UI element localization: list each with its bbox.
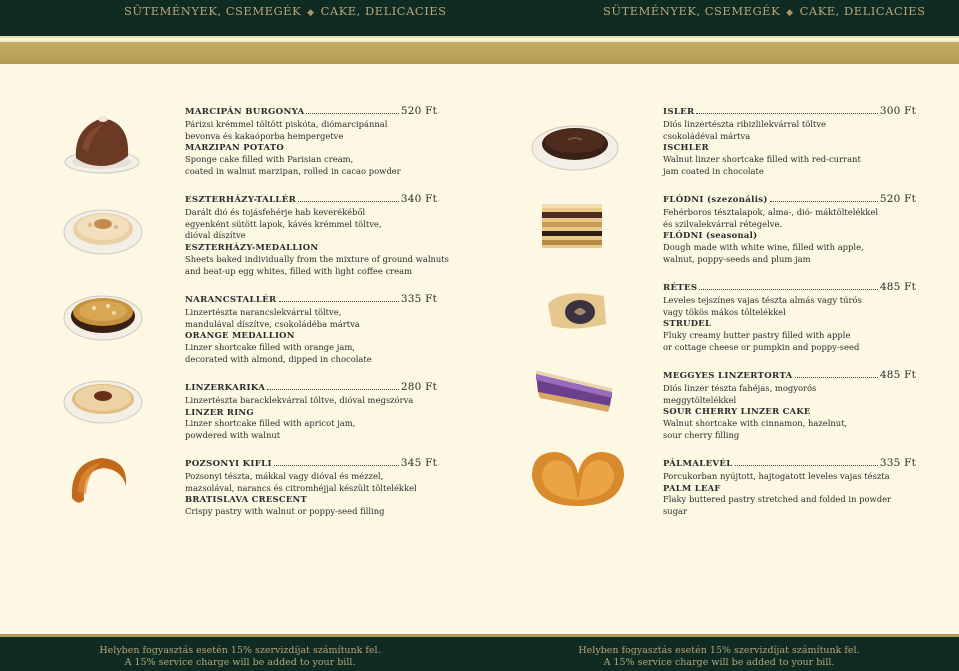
item-description-hu: Darált dió és tojásfehérje hab keverékéből [185, 206, 366, 217]
item-description-hu: Porcukorban nyújtott, hajtogatott leveles vajas tészta [663, 470, 890, 481]
bratislava-crescent-icon [66, 452, 132, 508]
item-description-hu: Párizsi krémmel töltött piskóta, diómarcipánnal [185, 118, 388, 129]
menu-item-retes [663, 282, 916, 354]
item-description-en: and beat-up egg whites, filled with light coffee cream [185, 265, 413, 276]
item-description-hu: Pozsonyi tészta, mákkal vagy dióval és mézzel, [185, 470, 384, 481]
item-name: ISLER [663, 107, 695, 117]
item-name-en: ISCHLER [663, 142, 709, 153]
dot-leader [699, 289, 878, 290]
menu-item-palmalevel [663, 458, 916, 518]
top-header-bar [0, 0, 959, 38]
ischler-icon [530, 114, 620, 172]
eszterhazy-medallion-icon [62, 200, 144, 256]
item-description-en: Walnut linzer shortcake filled with red-currant [663, 154, 861, 165]
item-name-en: PALM LEAF [663, 482, 721, 493]
item-price: 300 Ft [879, 105, 916, 117]
dot-leader [274, 465, 399, 466]
item-name-en: BRATISLAVA CRESCENT [185, 494, 308, 505]
item-name: ESZTERHÁZY-TALLÉR [185, 195, 297, 205]
header-left-en: CAKE, DELICACIES [320, 4, 447, 18]
dot-leader [306, 113, 398, 114]
item-description-en: jam coated in chocolate [663, 165, 764, 176]
sour-cherry-linzer-icon [532, 362, 616, 418]
menu-item-pozsonyi-kifli [185, 458, 437, 518]
item-description-hu: Fehérboros tésztalapok, alma-, dió- máktöltelékkel [663, 206, 879, 217]
item-description-hu: meggytöltelékkel [663, 394, 737, 405]
item-name-en: MARZIPAN POTATO [185, 142, 284, 153]
item-description-hu: Linzertészta baracklekvárral töltve, dióval megszórva [185, 394, 414, 405]
header-right-en: CAKE, DELICACIES [799, 4, 926, 18]
item-name-en: LINZER RING [185, 406, 254, 417]
item-name-en: ESZTERHÁZY-MEDALLION [185, 242, 319, 253]
item-description-hu: mandulával díszítve, csokoládéba mártva [185, 318, 360, 329]
item-description-en: Flaky buttered pastry stretched and folded in powder [663, 494, 892, 505]
item-description-en: sugar [663, 506, 688, 517]
footer-right [569, 645, 869, 669]
item-description-hu: mazsolával, narancs és citromhéjjal készült töltelékkel [185, 482, 417, 493]
item-description-en: decorated with almond, dipped in chocolate [185, 353, 372, 364]
footer-left-en: A 15% service charge will be added to your bill. [124, 657, 356, 668]
diamond-icon: ◆ [786, 8, 794, 18]
menu-item-flodni [663, 194, 916, 266]
linzer-ring-icon [62, 374, 144, 426]
item-description-hu: bevonva és kakaóporba hempergetve [185, 130, 344, 141]
item-name: RÉTES [663, 283, 698, 293]
item-name-en: SOUR CHERRY LINZER CAKE [663, 406, 811, 417]
dot-leader [279, 301, 399, 302]
item-description-en: Walnut shortcake with cinnamon, hazelnut, [663, 418, 848, 429]
item-price: 335 Ft [400, 293, 437, 305]
item-description-en: Sheets baked individually from the mixture of ground walnuts [185, 253, 449, 264]
header-right [603, 4, 926, 18]
footer-left-hu: Helyben fogyasztás esetén 15% szervizdíjat számítunk fel. [99, 645, 381, 656]
gold-band [0, 42, 959, 64]
menu-item-eszterhazy-taller [185, 193, 449, 278]
footer-right-hu: Helyben fogyasztás esetén 15% szervizdíjat számítunk fel. [578, 645, 860, 656]
menu-item-meggyes-linzertorta [663, 370, 916, 442]
item-description-hu: és szilvalekvárral rétegelve. [663, 218, 783, 229]
item-price: 520 Ft [400, 105, 437, 117]
item-description-hu: csokoládéval mártva [663, 130, 751, 141]
flodni-icon [538, 200, 606, 252]
item-price: 520 Ft [879, 193, 916, 205]
item-description-en: Sponge cake filled with Parisian cream, [185, 154, 354, 165]
menu-item-linzerkarika [185, 382, 437, 442]
item-name: NARANCSTALLÉR [185, 295, 277, 305]
item-name: LINZERKARIKA [185, 383, 266, 393]
item-description-hu: Diós linzer tészta fahéjas, mogyorós [663, 382, 817, 393]
header-left [124, 4, 447, 18]
item-price: 485 Ft [879, 369, 916, 381]
menu-item-narancstaller [185, 294, 437, 366]
item-description-en: Fluky creamy butter pastry filled with apple [663, 330, 851, 341]
item-name: POZSONYI KIFLI [185, 459, 272, 469]
item-price: 340 Ft [400, 193, 437, 205]
item-price: 485 Ft [879, 281, 916, 293]
item-description-en: powdered with walnut [185, 430, 281, 441]
item-name-en: FLÓDNI (seasonal) [663, 230, 758, 241]
item-description-en: or cottage cheese or pumpkin and poppy-seed [663, 341, 860, 352]
menu-item-marcipan-burgonya [185, 106, 437, 178]
item-description-hu: Linzertészta narancslekvárral töltve, [185, 306, 342, 317]
dot-leader [267, 389, 399, 390]
item-description-en: coated in walnut marzipan, rolled in cacao powder [185, 165, 401, 176]
palm-leaf-icon [526, 444, 630, 514]
marzipan-potato-icon [62, 108, 142, 176]
item-description-en: Linzer shortcake filled with apricot jam, [185, 418, 356, 429]
item-description-en: Dough made with white wine, filled with apple, [663, 242, 864, 253]
menu-item-isler [663, 106, 916, 178]
footer-left [90, 645, 390, 669]
item-description-en: walnut, poppy-seeds and plum jam [663, 253, 811, 264]
item-description-en: Crispy pastry with walnut or poppy-seed filling [185, 506, 385, 517]
header-right-hu: SÜTEMÉNYEK, CSEMEGÉK [603, 4, 781, 18]
dot-leader [795, 377, 878, 378]
strudel-icon [544, 284, 610, 334]
footer-right-en: A 15% service charge will be added to your bill. [603, 657, 835, 668]
item-description-en: Linzer shortcake filled with orange jam, [185, 342, 355, 353]
dot-leader [770, 201, 878, 202]
item-description-hu: dióval díszítve [185, 230, 246, 241]
dot-leader [298, 201, 399, 202]
item-name-en: STRUDEL [663, 318, 712, 329]
item-name: FLÓDNI (szezonális) [663, 195, 768, 205]
item-description-hu: Leveles tejszínes vajas tészta almás vagy túrós [663, 294, 862, 305]
item-name: MEGGYES LINZERTORTA [663, 371, 793, 381]
item-price: 345 Ft [400, 457, 437, 469]
header-left-hu: SÜTEMÉNYEK, CSEMEGÉK [124, 4, 302, 18]
item-price: 280 Ft [400, 381, 437, 393]
item-name: PÁLMALEVÉL [663, 459, 733, 469]
item-price: 335 Ft [879, 457, 916, 469]
item-description-hu: egyenként sütött lapok, kávés krémmel töltve, [185, 218, 382, 229]
item-description-en: sour cherry filling [663, 429, 740, 440]
orange-medallion-icon [62, 286, 144, 342]
item-name: MARCIPÁN BURGONYA [185, 107, 305, 117]
dot-leader [696, 113, 877, 114]
item-description-hu: vagy tökös mákos töltelékkel [663, 306, 786, 317]
item-name-en: ORANGE MEDALLION [185, 330, 295, 341]
item-description-hu: Diós linzertészta ribizlilekvárral töltve [663, 118, 826, 129]
dot-leader [735, 465, 878, 466]
bottom-footer-bar [0, 634, 959, 671]
diamond-icon: ◆ [307, 8, 315, 18]
